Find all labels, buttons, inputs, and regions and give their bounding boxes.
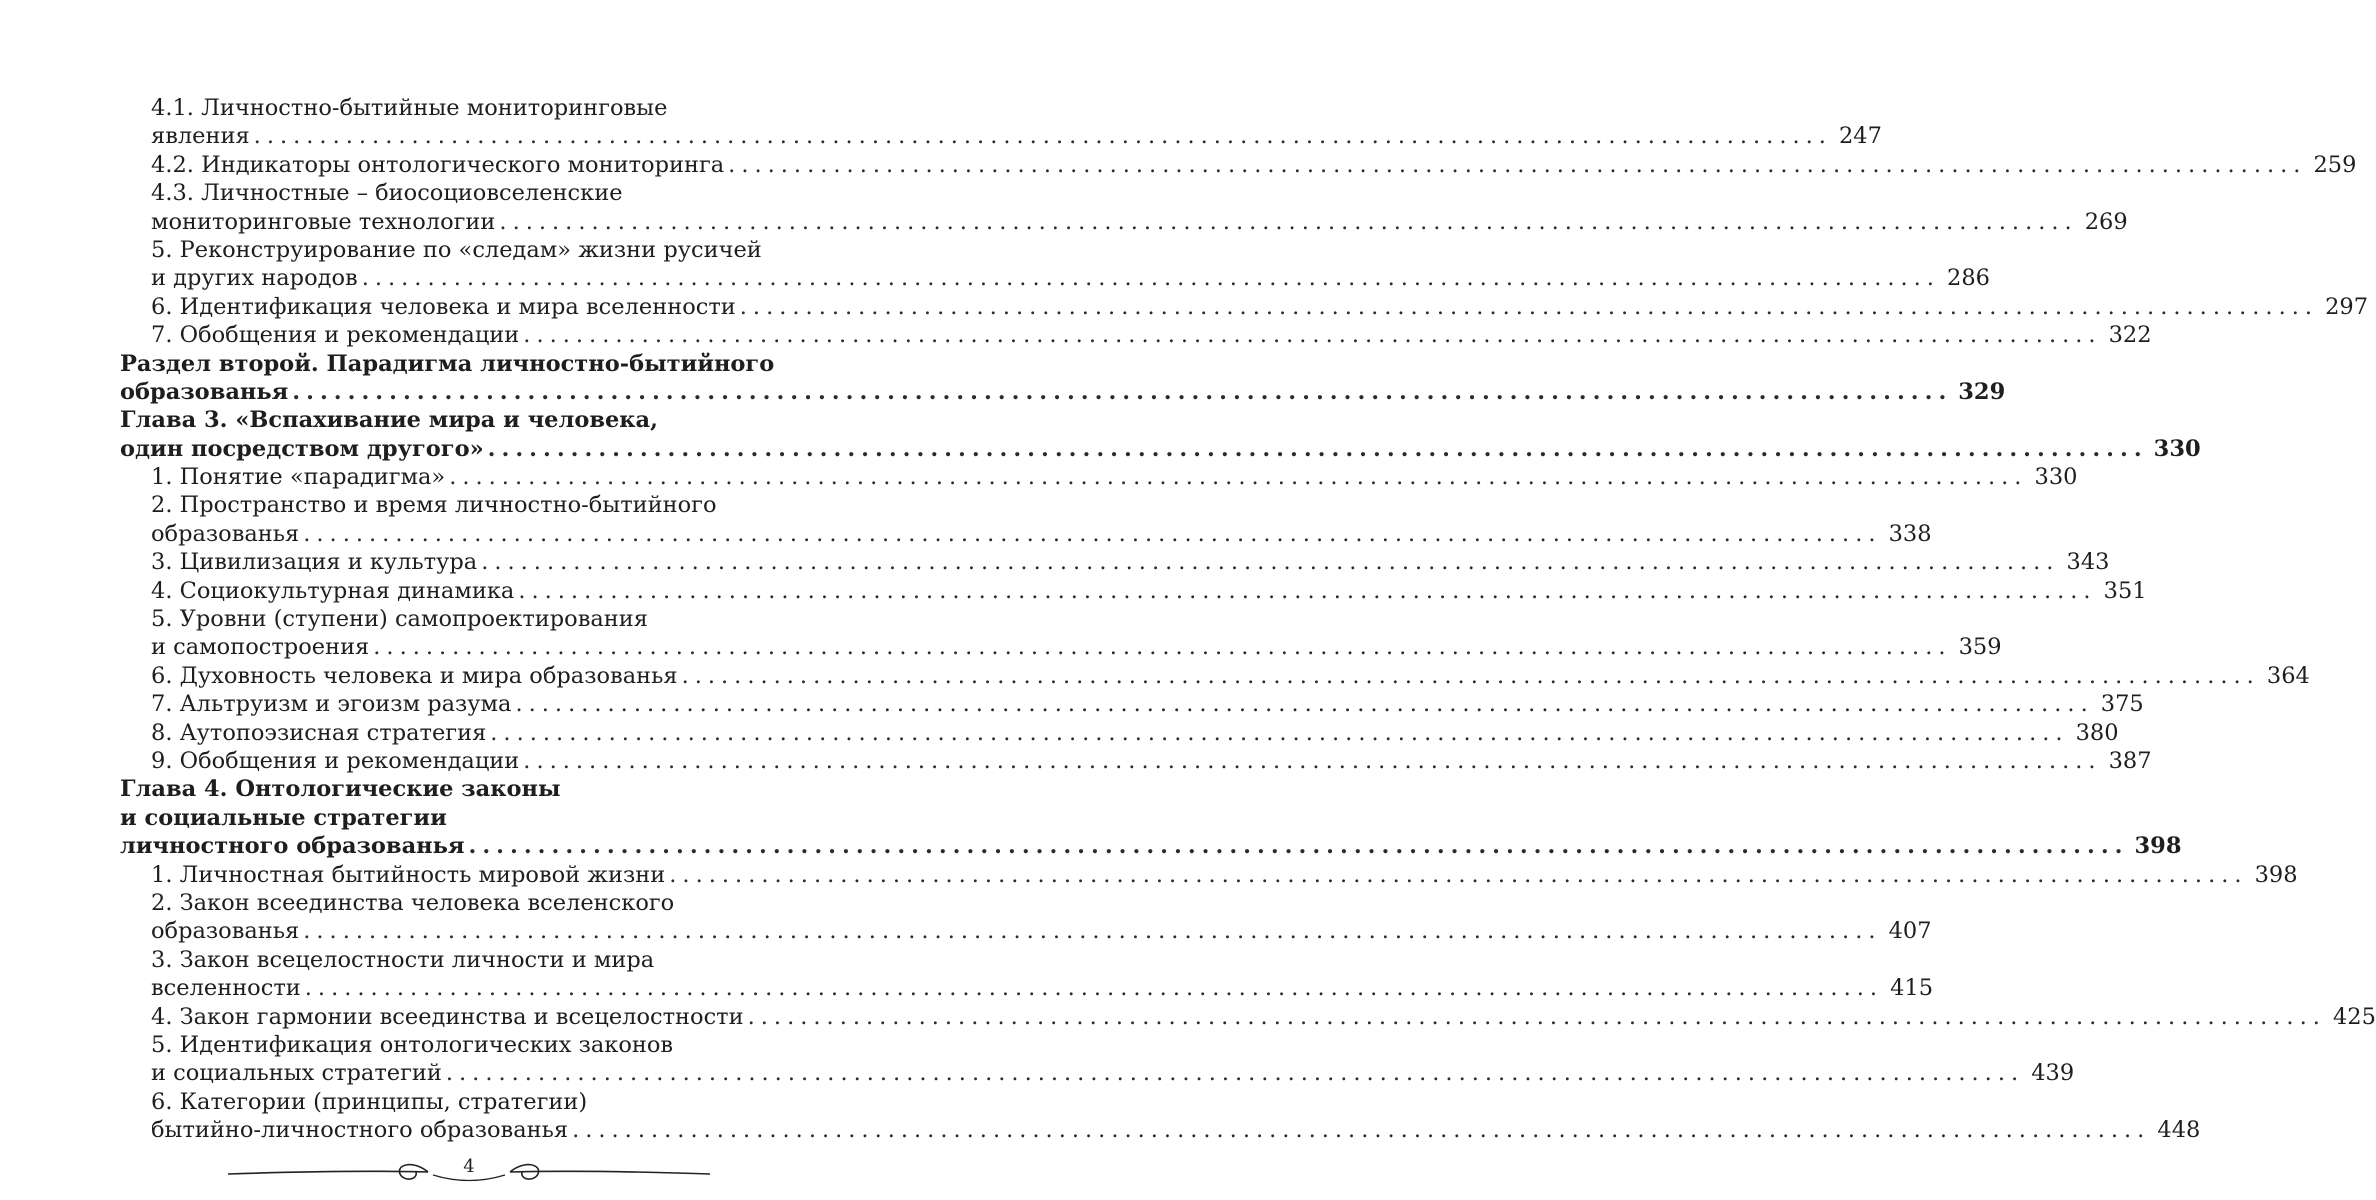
toc-entry-title-line: вселенности [151, 975, 301, 1002]
toc-entry[interactable] [120, 179, 2128, 236]
dot-leader: ........................................................................................................................ [523, 747, 2102, 774]
dot-leader: ........................................................................................................................ [303, 918, 1882, 945]
toc-page-number: 364 [2266, 662, 2310, 689]
table-of-contents [120, 94, 2376, 1144]
toc-entry[interactable] [120, 293, 2369, 321]
toc-entry-title-line: и социальных стратегий [151, 1060, 442, 1087]
toc-entry[interactable] [120, 946, 1934, 1003]
toc-page-number: 269 [2084, 208, 2128, 235]
toc-entry[interactable] [120, 889, 1932, 946]
dot-leader: ........................................................................................................................ [681, 662, 2260, 689]
toc-entry-title-line: 6. Категории (принципы, стратегии) [151, 1088, 588, 1115]
dot-leader: ........................................................................................................................ [499, 208, 2078, 235]
toc-entry-title-line: и социальные стратегии [120, 804, 447, 831]
toc-entry-title-line: бытийно-личностного образованья [151, 1117, 569, 1144]
dot-leader: ........................................................................................................................ [303, 520, 1882, 547]
toc-heading-entry[interactable] [120, 406, 2201, 463]
toc-entry-title-line: 4. Социокультурная динамика [151, 577, 515, 604]
toc-entry[interactable] [120, 719, 2119, 747]
toc-entry-title-line: 1. Понятие «парадигма» [151, 464, 446, 491]
toc-page-number: 387 [2108, 747, 2152, 774]
toc-entry-title-line: 5. Уровни (ступени) самопроектирования [151, 606, 648, 633]
dot-leader: ........................................................................................................................ [747, 1003, 2326, 1030]
dot-leader: ........................................................................................................................ [572, 1117, 2151, 1144]
toc-page-number: 407 [1888, 918, 1932, 945]
toc-entry-title-line: образованья [120, 378, 289, 405]
dot-leader: ........................................................................................................................ [728, 151, 2307, 178]
toc-entry-title-line: 2. Пространство и время личностно-бытийного [151, 492, 717, 519]
dot-leader: ........................................................................................................................ [361, 265, 1940, 292]
dot-leader: ........................................................................................................................ [487, 435, 2148, 462]
toc-entry-title-line: 7. Альтруизм и эгоизм разума [151, 691, 512, 718]
toc-page-number: 322 [2108, 322, 2152, 349]
toc-entry[interactable] [120, 662, 2310, 690]
toc-heading-entry[interactable] [120, 350, 2006, 407]
toc-entry[interactable] [120, 463, 2078, 491]
toc-entry-title-line: 9. Обобщения и рекомендации [151, 747, 520, 774]
toc-entry-title-line: Раздел второй. Парадигма личностно-бытийного [120, 350, 775, 377]
toc-entry-title-line: 5. Реконструирование по «следам» жизни русичей [151, 236, 762, 263]
toc-page-number: 259 [2313, 151, 2357, 178]
toc-entry[interactable] [120, 151, 2357, 179]
toc-page-number: 448 [2157, 1117, 2201, 1144]
toc-entry-title-line: Глава 3. «Вспахивание мира и человека, [120, 407, 658, 434]
toc-entry-title-line: 5. Идентификация онтологических законов [151, 1031, 674, 1058]
toc-entry[interactable] [120, 236, 1990, 293]
toc-entry-title-line: 7. Обобщения и рекомендации [151, 322, 520, 349]
toc-page-number: 359 [1958, 634, 2002, 661]
toc-entry[interactable] [120, 1003, 2376, 1031]
toc-page-number: 247 [1838, 123, 1882, 150]
toc-entry-title-line: образованья [151, 918, 300, 945]
toc-entry[interactable] [120, 747, 2152, 775]
toc-entry-title-line: личностного образованья [120, 833, 465, 860]
dot-leader: ........................................................................................................................ [445, 1060, 2025, 1087]
toc-page-number: 297 [2325, 293, 2369, 320]
toc-entry-title-line: 4.1. Личностно-бытийные мониторинговые [151, 95, 668, 121]
dot-leader: ........................................................................................................................ [523, 322, 2102, 349]
toc-page-number: 330 [2034, 464, 2078, 491]
toc-entry-title-line: 6. Духовность человека и мира образованья [151, 662, 678, 689]
toc-page-number: 351 [2103, 577, 2147, 604]
toc-entry-title-line: 3. Цивилизация и культура [151, 549, 478, 576]
toc-entry[interactable] [120, 1031, 2075, 1088]
dot-leader: ........................................................................................................................ [515, 691, 2094, 718]
toc-entry-title-line: образованья [151, 520, 300, 547]
toc-entry[interactable] [120, 861, 2298, 889]
toc-page-number: 329 [1958, 378, 2006, 405]
page-footer-ornament [228, 1150, 710, 1190]
toc-page-number: 286 [1947, 265, 1990, 292]
toc-entry-title-line: мониторинговые технологии [151, 208, 496, 235]
toc-entry[interactable] [120, 1088, 2201, 1145]
toc-entry-title-line: один посредством другого» [120, 435, 484, 462]
toc-entry-title-line: 2. Закон всеединства человека вселенского [151, 889, 675, 916]
toc-entry-title-line: 4.3. Личностные – биосоциовселенские [151, 180, 623, 207]
toc-page-number: 343 [2066, 549, 2110, 576]
toc-entry-title-line: 8. Аутопоэзисная стратегия [151, 719, 487, 746]
page-number: 4 [463, 1156, 475, 1177]
dot-leader: ........................................................................................................................ [468, 833, 2129, 860]
toc-entry[interactable] [120, 94, 1882, 151]
toc-entry-title-line: Глава 4. Онтологические законы [120, 776, 561, 803]
toc-entry-title-line: явления [151, 123, 250, 150]
toc-page-number: 375 [2100, 691, 2144, 718]
toc-entry[interactable] [120, 605, 2002, 662]
toc-entry-title-line: 6. Идентификация человека и мира вселенности [151, 293, 736, 320]
dot-leader: ........................................................................................................................ [518, 577, 2097, 604]
toc-entry[interactable] [120, 321, 2152, 349]
dot-leader: ........................................................................................................................ [449, 464, 2028, 491]
toc-entry[interactable] [120, 491, 1932, 548]
dot-leader: ........................................................................................................................ [304, 975, 1884, 1002]
dot-leader: ........................................................................................................................ [481, 549, 2060, 576]
dot-leader: ........................................................................................................................ [253, 123, 1832, 150]
dot-leader: ........................................................................................................................ [490, 719, 2069, 746]
toc-entry-title-line: и самопостроения [151, 634, 370, 661]
toc-entry-title-line: 3. Закон всецелостности личности и мира [151, 946, 655, 973]
dot-leader: ........................................................................................................................ [669, 861, 2248, 888]
toc-heading-entry[interactable] [120, 775, 2182, 860]
toc-page-number: 338 [1888, 520, 1932, 547]
dot-leader: ........................................................................................................................ [292, 378, 1953, 405]
toc-page-number: 425 [2332, 1003, 2376, 1030]
toc-entry[interactable] [120, 690, 2144, 718]
toc-entry-title-line: и других народов [151, 265, 358, 292]
toc-page-number: 330 [2153, 435, 2201, 462]
toc-page-number: 398 [2254, 861, 2298, 888]
toc-entry-title-line: 4. Закон гармонии всеединства и всецелостности [151, 1003, 744, 1030]
toc-entry[interactable] [120, 577, 2147, 605]
dot-leader: ........................................................................................................................ [739, 293, 2319, 320]
toc-entry-title-line: 1. Личностная бытийность мировой жизни [151, 861, 666, 888]
toc-page-number: 380 [2075, 719, 2119, 746]
toc-entry-title-line: 4.2. Индикаторы онтологического мониторинга [151, 151, 725, 178]
dot-leader: ........................................................................................................................ [373, 634, 1952, 661]
toc-page-number: 439 [2031, 1060, 2075, 1087]
toc-page-number: 415 [1890, 975, 1934, 1002]
toc-page-number: 398 [2134, 833, 2182, 860]
toc-entry[interactable] [120, 548, 2110, 576]
